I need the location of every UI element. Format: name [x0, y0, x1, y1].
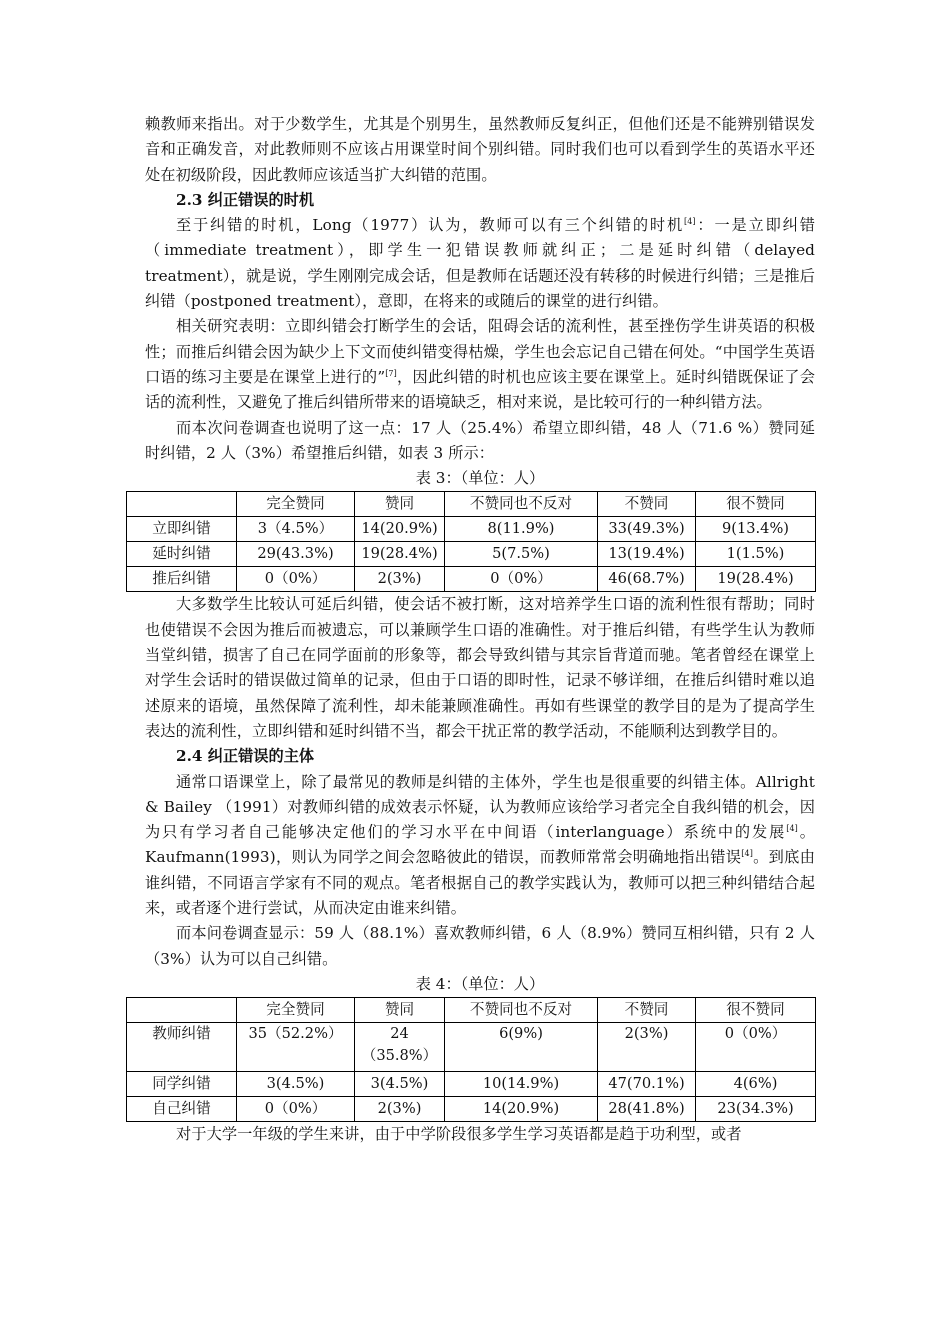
- table-cell: 10(14.9%): [445, 1072, 598, 1097]
- document-page: [145, 112, 815, 1148]
- table-cell: 47(70.1%): [598, 1072, 696, 1097]
- table-cell: 9(13.4%): [696, 517, 816, 542]
- table-cell: 4(6%): [696, 1072, 816, 1097]
- paragraph: [145, 314, 815, 415]
- table-3: [126, 491, 816, 592]
- citation-ref: [4]: [786, 824, 798, 834]
- table-cell: 5(7.5%): [445, 542, 598, 567]
- table-cell: 2(3%): [355, 1097, 445, 1122]
- row-label: 延时纠错: [127, 542, 237, 567]
- table-cell: 0（0%）: [237, 1097, 355, 1122]
- header-cell: 不赞同: [598, 492, 696, 517]
- table-header-row: [127, 492, 816, 517]
- paragraph: [145, 770, 815, 922]
- table-cell: 19(28.4%): [696, 567, 816, 592]
- table-cell: 29(43.3%): [237, 542, 355, 567]
- header-cell: 赞同: [355, 998, 445, 1023]
- table-header-row: [127, 998, 816, 1023]
- table-cell: 8(11.9%): [445, 517, 598, 542]
- header-cell: [127, 998, 237, 1023]
- paragraph-text: 。Kaufmann(1993)，则认为同学之间会忽略彼此的错误，而教师常常会明确地指出错误: [145, 823, 815, 867]
- table-cell: 14(20.9%): [445, 1097, 598, 1122]
- table-row: [127, 567, 816, 592]
- table-row: [127, 1072, 816, 1097]
- table-row: [127, 517, 816, 542]
- paragraph: 大多数学生比较认可延后纠错，使会话不被打断，这对培养学生口语的流利性很有帮助；同时也使错误不会因为推后而被遗忘，可以兼顾学生口语的准确性。对于推后纠错，有些学生认为教师当堂纠错，损害了自己在同学面前的形象等，都会导致纠错与其宗旨背道而驰。笔者曾经在课堂上对学生会话时的错误做过简单的记录，但由于口语的即时性，记录不够详细，在推后纠错时难以追述原来的语境，虽然保障了流利性，却未能兼顾准确性。再如有些课堂的教学目的是为了提高学生表达的流利性，立即纠错和延时纠错不当，都会干扰正常的教学活动，不能顺利达到教学目的。: [145, 595, 815, 740]
- table-cell: 13(19.4%): [598, 542, 696, 567]
- table-cell: 0（0%）: [696, 1023, 816, 1072]
- header-cell: 很不赞同: [696, 998, 816, 1023]
- table-cell: 28(41.8%): [598, 1097, 696, 1122]
- row-label: 教师纠错: [127, 1023, 237, 1072]
- header-cell: 完全赞同: [237, 492, 355, 517]
- citation-ref: [4]: [684, 217, 696, 227]
- table-cell: 24（35.8%）: [355, 1023, 445, 1072]
- paragraph-text: 。到底由谁纠错，不同语言学家有不同的观点。笔者根据自己的教学实践认为，教师可以把三种纠错结合起来，或者逐个进行尝试，从而决定由谁来纠错。: [145, 848, 815, 918]
- table-cell: 35（52.2%）: [237, 1023, 355, 1072]
- table-cell: 3(4.5%): [355, 1072, 445, 1097]
- table-cell: 3（4.5%）: [237, 517, 355, 542]
- header-cell: [127, 492, 237, 517]
- table-cell: 23(34.3%): [696, 1097, 816, 1122]
- table-3-caption: 表 3：（单位：人）: [415, 469, 545, 488]
- table-cell: 0（0%）: [237, 567, 355, 592]
- table-cell: 19(28.4%): [355, 542, 445, 567]
- table-row: [127, 542, 816, 567]
- section-heading-2-4: 2.4 纠正错误的主体: [176, 747, 315, 766]
- table-cell: 2(3%): [598, 1023, 696, 1072]
- row-label: 自己纠错: [127, 1097, 237, 1122]
- table-cell: 0（0%）: [445, 567, 598, 592]
- row-label: 推后纠错: [127, 567, 237, 592]
- paragraph-text: ，因此纠错的时机也应该主要在课堂上。延时纠错既保证了会话的流利性，又避免了推后纠错所带来的语境缺乏，相对来说，是比较可行的一种纠错方法。: [145, 367, 815, 412]
- paragraph: [145, 213, 815, 314]
- table-cell: 14(20.9%): [355, 517, 445, 542]
- paragraph-text: ：一是立即纠错（immediate treatment），即学生一犯错误教师就纠正；二是延时纠错（delayed treatment），就是说，学生刚刚完成会话，但是教师在话题还没有转移的时候进行纠错；三是推后纠错（postponed treatment），意即，在将来的或随后的课堂的进行纠错。: [145, 216, 815, 311]
- paragraph: 而本次问卷调查也说明了这一点：17 人（25.4%）希望立即纠错，48 人（71.6 %）赞同延时纠错，2 人（3%）希望推后纠错，如表 3 所示：: [145, 418, 815, 462]
- table-4-caption: 表 4：（单位：人）: [415, 974, 545, 993]
- table-row: [127, 1097, 816, 1122]
- paragraph-text: 相关研究表明：立即纠错会打断学生的会话，阻碍会话的流利性，甚至挫伤学生讲英语的积极性；而推后纠错会因为缺少上下文而使纠错变得枯燥，学生也会忘记自己错在何处。“中国学生英语口语的练习主要是在课堂上进行的”: [145, 317, 815, 386]
- table-row: [127, 1023, 816, 1072]
- table-cell: 46(68.7%): [598, 567, 696, 592]
- header-cell: 不赞同也不反对: [445, 998, 598, 1023]
- table-cell: 3(4.5%): [237, 1072, 355, 1097]
- section-heading-2-3: 2.3 纠正错误的时机: [176, 190, 315, 209]
- paragraph-text: 通常口语课堂上，除了最常见的教师是纠错的主体外，学生也是很重要的纠错主体。Allright & Bailey （1991）对教师纠错的成效表示怀疑，认为教师应该给学习者完全自我纠错的机会，因为只有学习者自己能够决定他们的学习水平在中间语（interlanguage）系统中的发展: [145, 772, 815, 842]
- paragraph-text: 至于纠错的时机，Long（1977）认为，教师可以有三个纠错的时机: [176, 216, 684, 235]
- header-cell: 很不赞同: [696, 492, 816, 517]
- header-cell: 不赞同: [598, 998, 696, 1023]
- table-cell: 2(3%): [355, 567, 445, 592]
- table-4: [126, 997, 816, 1122]
- paragraph: 对于大学一年级的学生来讲，由于中学阶段很多学生学习英语都是趋于功利型，或者: [176, 1125, 742, 1144]
- table-cell: 1(1.5%): [696, 542, 816, 567]
- header-cell: 完全赞同: [237, 998, 355, 1023]
- row-label: 同学纠错: [127, 1072, 237, 1097]
- citation-ref: [7]: [385, 368, 397, 378]
- table-cell: 6(9%): [445, 1023, 598, 1072]
- paragraph: 赖教师来指出。对于少数学生，尤其是个别男生，虽然教师反复纠正，但他们还是不能辨别错误发音和正确发音，对此教师则不应该占用课堂时间个别纠错。同时我们也可以看到学生的英语水平还处在初级阶段，因此教师应该适当扩大纠错的范围。: [145, 115, 815, 184]
- citation-ref: [4]: [741, 849, 753, 859]
- row-label: 立即纠错: [127, 517, 237, 542]
- header-cell: 赞同: [355, 492, 445, 517]
- header-cell: 不赞同也不反对: [445, 492, 598, 517]
- table-cell: 33(49.3%): [598, 517, 696, 542]
- paragraph: 而本问卷调查显示：59 人（88.1%）喜欢教师纠错，6 人（8.9%）赞同互相纠错，只有 2 人（3%）认为可以自己纠错。: [145, 924, 815, 968]
